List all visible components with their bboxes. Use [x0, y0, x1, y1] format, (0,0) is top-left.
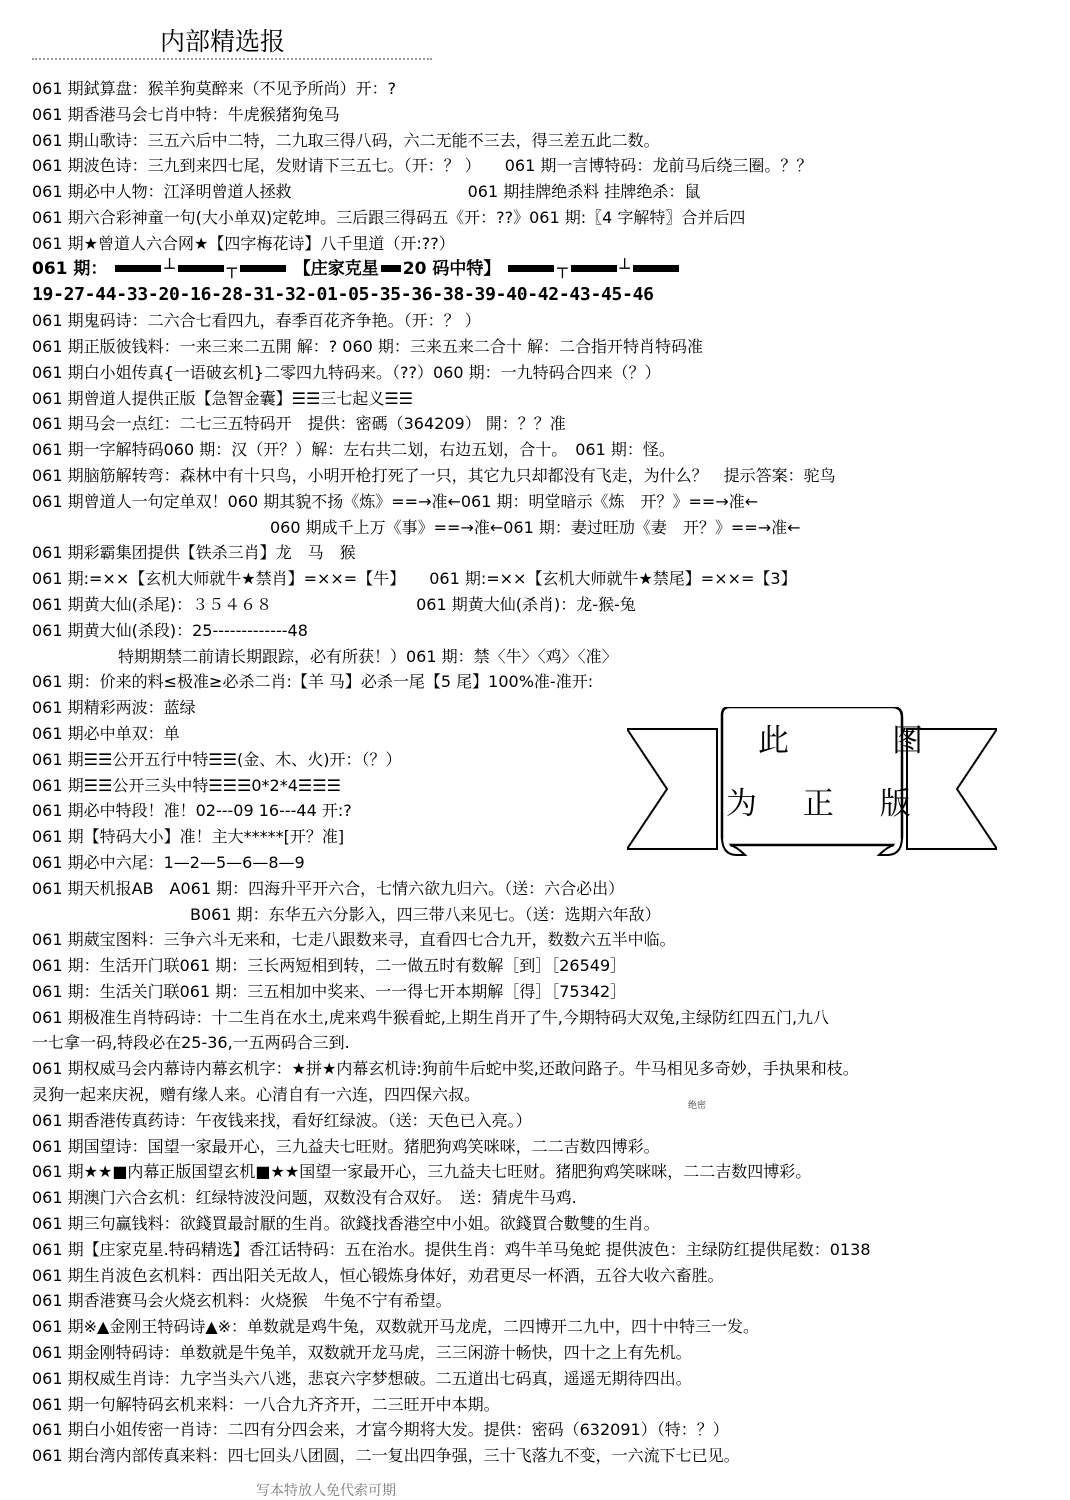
text-line: 061 期：生活关门联061 期：三五相加中奖来、一一得七开本期解［得］［75342］: [32, 981, 627, 1001]
text-line: 061 期马会一点红：二七三五特码开 提供：密碼（364209） 開：？？准: [32, 414, 566, 434]
text-line: 061 期葳宝图料：三争六斗无来和，七走八跟数来寻，直看四七合九开，数数六五半中临。: [32, 930, 676, 950]
text-line: 061 期一句解特码玄机来料：一八合九齐齐开，二三旺开中本期。: [32, 1394, 500, 1414]
text-line: 061 期金刚特码诗：单数就是牛兔羊，双数就开龙马虎，三三闲游十畅快，四十之上有先机。: [32, 1343, 692, 1363]
cross-icon: ┴: [619, 258, 630, 279]
text-line: 一七拿一码,特段必在25-36,一五两码合三到.: [32, 1033, 350, 1053]
cross-icon: ┬: [557, 258, 568, 279]
text-line: 061 期脑筋解转弯：森林中有十只鸟，小明开枪打死了一只，其它九只却都没有飞走，为什么？ 提示答案：驼鸟: [32, 465, 836, 485]
text-line: 060 期成千上万《事》==→准←061 期：妻过旺劢《妻 开？》==→准←: [270, 517, 801, 537]
text-line: 061 期曾道人提供正版【急智金囊】☰☰三七起义☰☰: [32, 388, 414, 408]
text-line: 061 期【特码大小】准！主大*****[开？准]: [32, 827, 345, 847]
text-line: 061 期黄大仙(杀尾)：３５４６８ 061 期黄大仙(杀肖)：龙-猴-兔: [32, 594, 636, 614]
small-mark: 绝密: [688, 1101, 707, 1111]
text-line: 061 期★曾道人六合网★【四字梅花诗】八千里道（开:??）: [32, 233, 455, 253]
text-line: 061 期【庄家克星.特码精选】香江话特码：五在治水。提供生肖：鸡牛羊马兔蛇 提供波色：主绿防红提供尾数：0138: [32, 1239, 871, 1259]
bar-icon: [633, 265, 679, 272]
text-line: 061 期白小姐传真{一语破玄机}二零四九特码来。（??）060 期：一九特码合四来（？）: [32, 362, 661, 382]
text-line: 061 期必中单双：单: [32, 723, 180, 743]
text-line: 061 期：生活开门联061 期：三长两短相到转，二一做五时有数解［到］［26549］: [32, 956, 627, 976]
text-line: 灵狗一起来庆祝，赠有缘人来。心清自有一六连，四四保六叔。: [32, 1085, 481, 1105]
text-line: 061 期澳门六合玄机：红绿特波没问题，双数没有合双好。 送：猜虎牛马鸡.: [32, 1188, 577, 1208]
banner-center-code: 20 码中特】: [402, 258, 501, 279]
stamp-text-line2: 为 正 版: [726, 786, 929, 822]
text-line: B061 期：东华五六分影入，四三带八来见七。（送：选期六年敌）: [190, 904, 661, 924]
text-line: 061 期六合彩神童一句(大小单双)定乾坤。三后跟三得码五《开：??》061 期:〖4 字解特〗合并后四: [32, 207, 746, 227]
text-line: 061 期山歌诗：三五六后中二特，二九取三得八码，六二无能不三去，得三差五此二数。: [32, 130, 660, 150]
text-line: 061 期精彩两波：蓝绿: [32, 698, 196, 718]
text-line: 061 期一字解特码060 期：汉（开？）解：左右共二划，右边五划，合十。 061 期：怪。: [32, 440, 675, 460]
text-line: 061 期必中特段！准！02---09 16---44 开:?: [32, 801, 352, 821]
banner-prefix: 061 期：: [32, 258, 108, 279]
bar-icon: [571, 265, 617, 272]
bar-icon: [240, 265, 286, 272]
banner-center: 【庄家克星: [293, 258, 379, 279]
text-line: 061 期波色诗：三九到来四七尾，发财请下三五七。（开：？ ） 061 期一言博特码：龙前马后绕三圈。？？: [32, 156, 813, 176]
text-line: 061 期香港传真药诗：午夜钱来找，看好红绿波。（送：天色已入亮。）: [32, 1110, 532, 1130]
text-line: 061 期台湾内部传真来料：四七回头八团圆，二一复出四争强，三十飞落九不变，一六流下七已见。: [32, 1446, 740, 1466]
number-sequence: 19-27-44-33-20-16-28-31-32-01-05-35-36-38-39-40-42-43-45-46: [32, 284, 654, 306]
cross-icon: ┬: [226, 258, 237, 279]
stamp-text-line1: 此 图: [758, 723, 959, 759]
cross-icon: ┴: [164, 258, 175, 279]
text-line: 061 期:=××【玄机大师就牛★禁肖】=××=【牛】 061 期:=××【玄机大师就牛★禁尾】=××=【3】: [32, 569, 797, 589]
text-line: 061 期白小姐传密一肖诗：二四有分四会来，才富今期将大发。提供：密码（632091）（特：？）: [32, 1420, 729, 1440]
bar-icon: [178, 265, 224, 272]
text-line: 061 期★★■内幕正版国望玄机■★★国望一家最开心，三九益夫七旺财。猪肥狗鸡笑咪咪，二二吉数四博彩。: [32, 1162, 812, 1182]
bar-icon: [508, 265, 554, 272]
text-line: 061 期黄大仙(杀段)：25-------------48: [32, 620, 308, 640]
text-line: 061 期：价来的料≤极准≥必杀二肖:【羊 马】必杀一尾【5 尾】100%准-准开:: [32, 672, 594, 692]
text-line: 061 期权威生肖诗：九字当头六八逃，悲哀六字梦想破。二五道出七码真，遥遥无期待四出。: [32, 1368, 692, 1388]
text-line: 061 期☰☰公开五行中特☰☰(金、木、火)开：（？）: [32, 749, 402, 769]
text-line: 特期期禁二前请长期跟踪，必有所获！）061 期：禁〈牛〉〈鸡〉〈准〉: [118, 646, 618, 666]
text-line: 061 期国望诗：国望一家最开心，三九益夫七旺财。猪肥狗鸡笑咪咪，二二吉数四博彩。: [32, 1136, 660, 1156]
text-line: 061 期必中人物：江泽明曾道人拯救 061 期挂牌绝杀料 挂牌绝杀：鼠: [32, 182, 701, 202]
text-line: 061 期彩霸集团提供【铁杀三肖】龙 马 猴: [32, 543, 356, 563]
text-line: 061 期生肖波色玄机料：西出阳关无故人，恒心锻炼身体好，劝君更尽一杯酒，五谷大收六畜胜。: [32, 1265, 724, 1285]
text-line: 061 期正版彼钱料：一来三来二五開 解：? 060 期：三来五来二合十 解：二合指开特肖特码准: [32, 336, 704, 356]
text-line: 061 期☰☰公开三头中特☰☰☰0*2*4☰☰☰: [32, 775, 341, 795]
bar-icon: [381, 265, 401, 272]
text-line: 061 期香港马会七肖中特：牛虎猴猪狗兔马: [32, 104, 340, 124]
text-line: 061 期极准生肖特码诗：十二生肖在水土,虎来鸡牛猴看蛇,上期生肖开了牛,今期特码大双兔,主绿防红四五门,九八: [32, 1007, 830, 1027]
text-line: 061 期鬼码诗：二六合七看四九，春季百花齐争艳。（开：？ ）: [32, 311, 481, 331]
text-line: 061 期曾道人一句定单双！060 期其貌不扬《炼》==→准←061 期：明堂暗示《炼 开？》==→准←: [32, 491, 759, 511]
text-line: 061 期必中六尾：1—2—5—6—8—9: [32, 852, 305, 872]
text-line: 061 期权威马会内幕诗内幕玄机字：★拼★内幕玄机诗:狗前牛后蛇中奖,还敢问路子。牛马相见多奇妙，手执果和枝。: [32, 1059, 859, 1079]
divider: [32, 58, 432, 65]
bar-icon: [115, 265, 161, 272]
text-line: 061 期三句赢钱料：欲錢買最討厭的生肖。欲錢找香港空中小姐。欲錢買合數雙的生肖。: [32, 1214, 660, 1234]
page-title: 内部精选报: [160, 27, 286, 56]
text-line: 061 期※▲金刚王特码诗▲※：单数就是鸡牛兔，双数就开马龙虎，二四博开二九中，四十中特三一发。: [32, 1317, 760, 1337]
text-line: 061 期天机报AB A061 期：四海升平开六合，七情六欲九归六。（送：六合必出）: [32, 878, 625, 898]
footer-text: 写本特放人免代索可期: [256, 1483, 396, 1499]
text-line: 061 期鉽算盘：猴羊狗莫醉来（不见予所尚）开：?: [32, 79, 397, 98]
text-line: 061 期香港赛马会火烧玄机料：火烧猴 牛兔不宁有希望。: [32, 1291, 452, 1311]
banner-line: [32, 257, 1060, 283]
